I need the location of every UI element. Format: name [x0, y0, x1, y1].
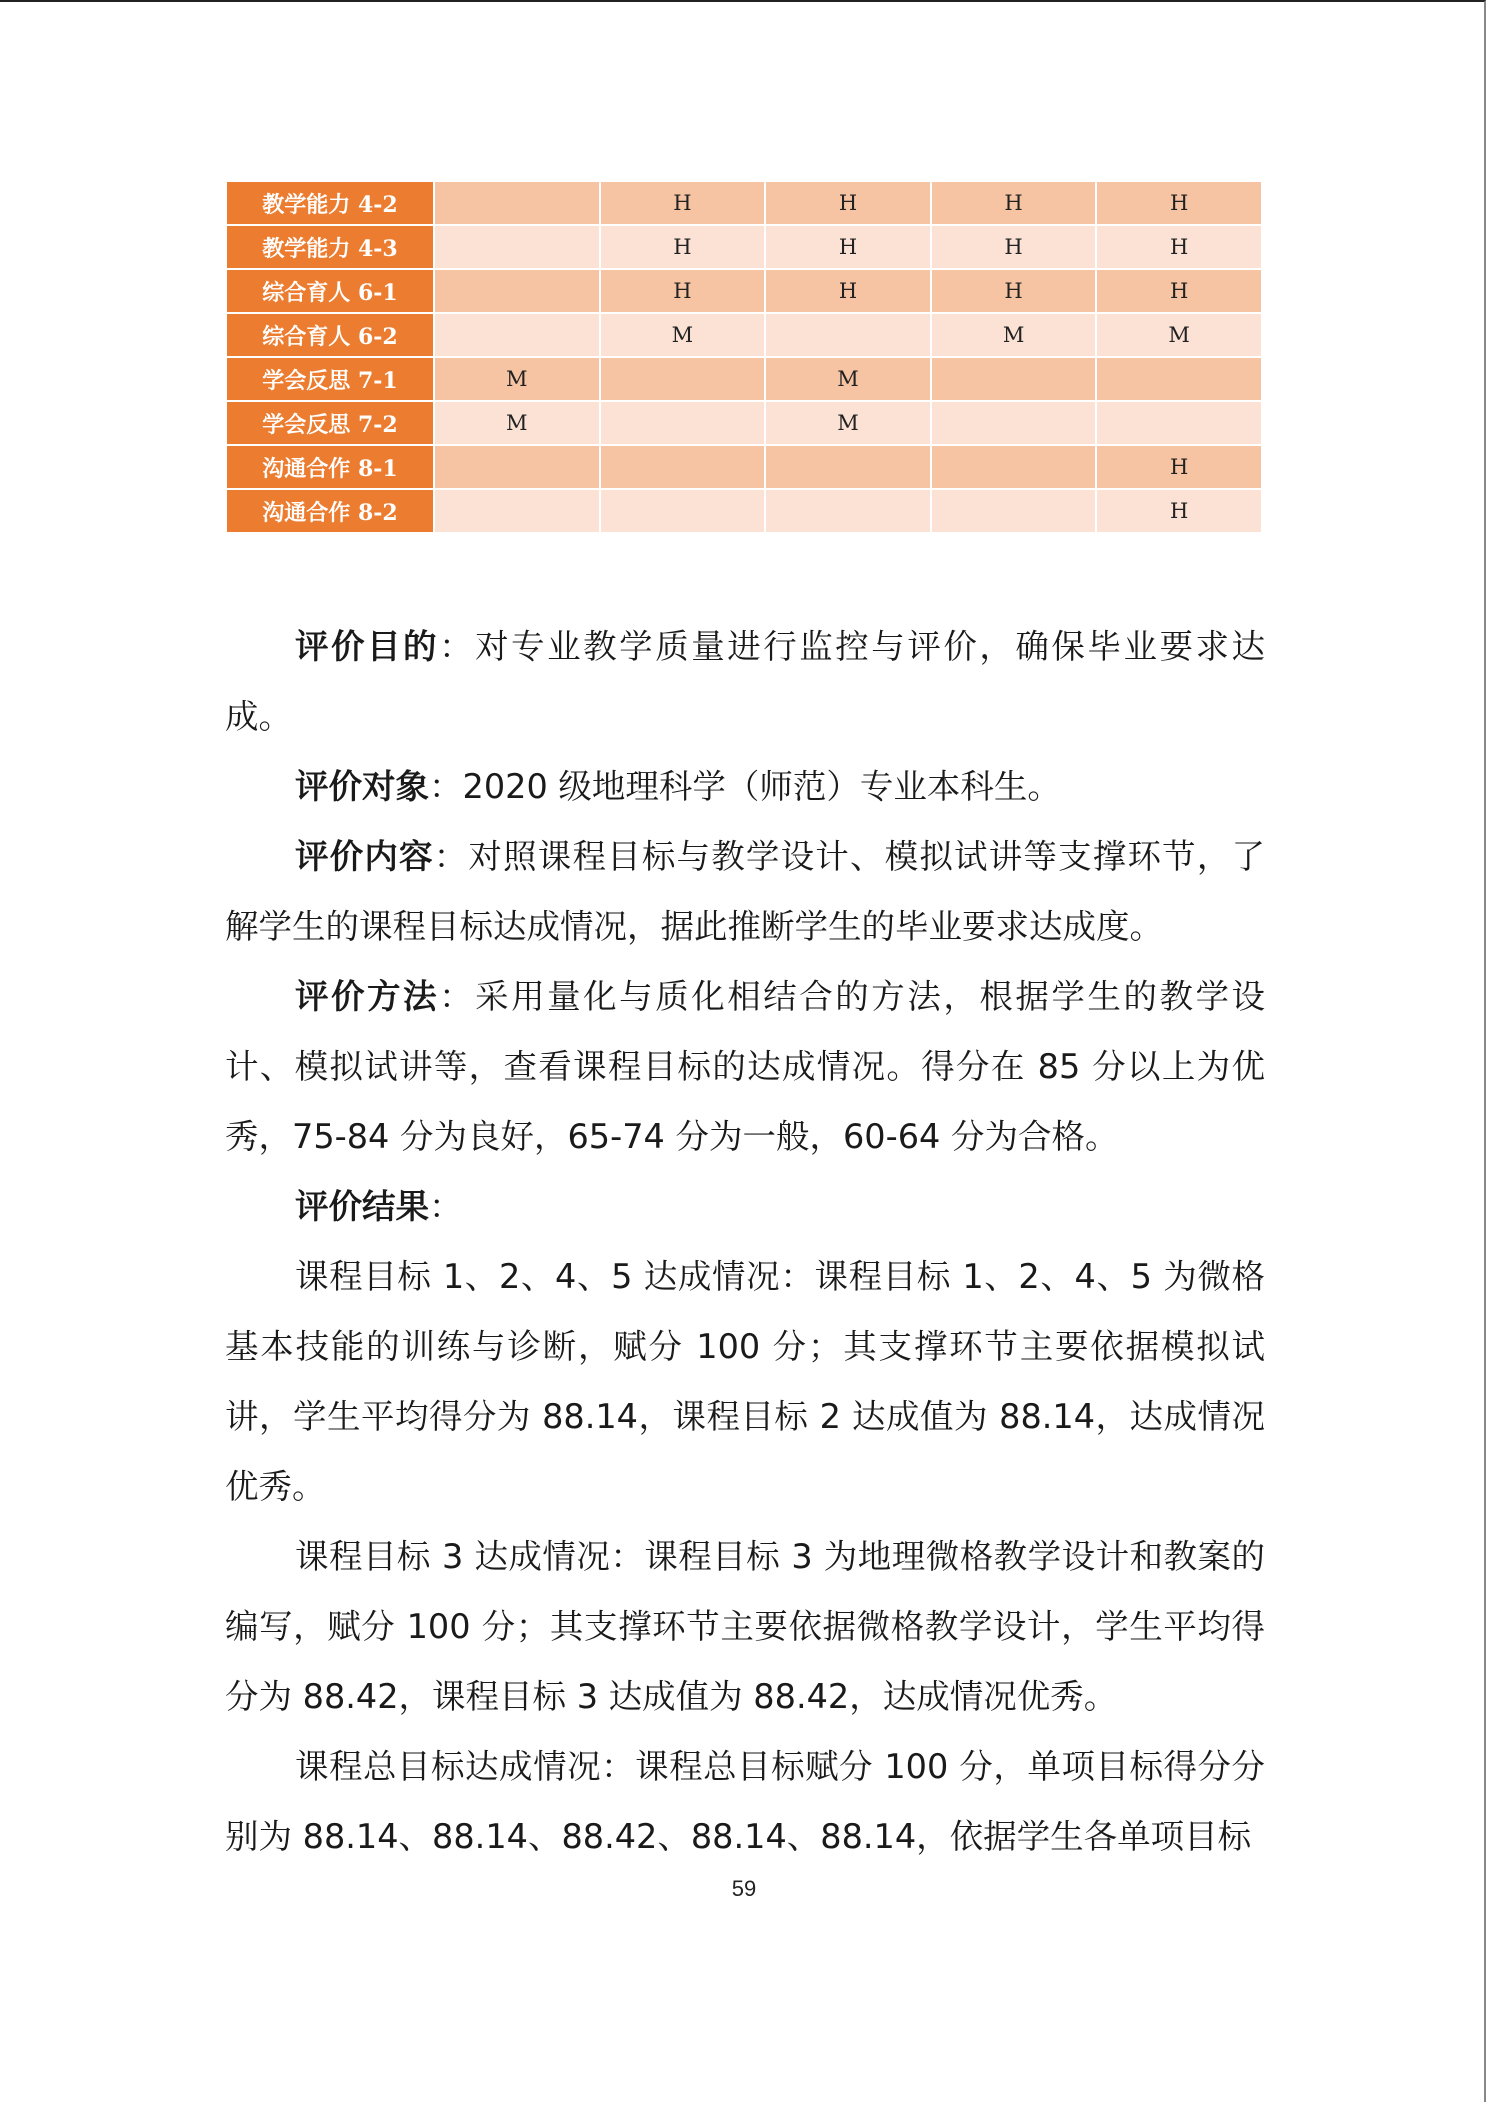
table-cell — [1096, 401, 1262, 445]
table-cell — [434, 225, 600, 269]
table-cell — [434, 269, 600, 313]
table-cell — [765, 445, 931, 489]
heading-purpose: 评价目的 — [295, 627, 440, 666]
table-cell: M — [1096, 313, 1262, 357]
table-cell: H — [600, 269, 766, 313]
table-cell: H — [1096, 181, 1262, 225]
table-cell — [434, 489, 600, 533]
table-cell: M — [765, 357, 931, 401]
row-label: 学会反思 7-1 — [226, 357, 434, 401]
table-cell — [600, 401, 766, 445]
row-label: 综合育人 6-1 — [226, 269, 434, 313]
table-cell — [765, 313, 931, 357]
page-number: 59 — [731, 1876, 757, 1901]
row-label: 学会反思 7-2 — [226, 401, 434, 445]
table-cell: H — [600, 225, 766, 269]
table-cell: H — [931, 225, 1097, 269]
paragraph-goal-3: 课程目标 3 达成情况：课程目标 3 为地理微格教学设计和教案的编写，赋分 100 分；其支撑环节主要依据微格教学设计，学生平均得分为 88.42，课程目标 3 达成值为 88.42，达成情况优秀。 — [225, 1537, 1265, 1716]
text-method: ：采用量化与质化相结合的方法，根据学生的教学设计、模拟试讲等，查看课程目标的达成情况。得分在 85 分以上为优秀，75-84 分为良好，65-74 分为一般，60-64 分为合格。 — [225, 977, 1266, 1156]
paragraph-overall: 课程总目标达成情况：课程总目标赋分 100 分，单项目标得分分别为 88.14、88.14、88.42、88.14、88.14，依据学生各单项目标 — [225, 1747, 1265, 1856]
text-object: ：2020 级地理科学（师范）专业本科生。 — [429, 767, 1061, 806]
table-cell — [434, 181, 600, 225]
support-matrix-body — [226, 181, 1262, 533]
table-cell: M — [600, 313, 766, 357]
table-row — [226, 445, 1262, 489]
paragraph-purpose — [225, 612, 1265, 752]
paragraph-content — [225, 822, 1265, 962]
row-label: 综合育人 6-2 — [226, 313, 434, 357]
table-row — [226, 225, 1262, 269]
table-row — [226, 357, 1262, 401]
heading-object: 评价对象 — [295, 767, 429, 806]
text-content: ：对照课程目标与教学设计、模拟试讲等支撑环节，了解学生的课程目标达成情况，据此推断学生的毕业要求达成度。 — [225, 837, 1266, 946]
table-cell — [434, 313, 600, 357]
table-cell: H — [600, 181, 766, 225]
table-cell — [931, 401, 1097, 445]
table-cell: M — [434, 357, 600, 401]
table-cell — [600, 357, 766, 401]
table-row — [226, 489, 1262, 533]
table-cell: H — [931, 181, 1097, 225]
support-matrix-table — [225, 180, 1263, 534]
row-label: 教学能力 4-3 — [226, 225, 434, 269]
table-cell: H — [931, 269, 1097, 313]
paragraph-method — [225, 962, 1265, 1172]
table-cell — [931, 357, 1097, 401]
table-cell — [600, 489, 766, 533]
row-label: 沟通合作 8-1 — [226, 445, 434, 489]
row-label: 教学能力 4-2 — [226, 181, 434, 225]
paragraph-result — [225, 1172, 1265, 1242]
text-purpose: ：对专业教学质量进行监控与评价，确保毕业要求达成。 — [225, 627, 1266, 736]
table-cell: H — [765, 181, 931, 225]
paragraph-object — [225, 752, 1265, 822]
table-cell — [931, 445, 1097, 489]
table-cell — [931, 489, 1097, 533]
text-result: ： — [429, 1187, 463, 1226]
table-cell: H — [1096, 225, 1262, 269]
heading-method: 评价方法 — [295, 977, 440, 1016]
table-cell: H — [1096, 489, 1262, 533]
table-row — [226, 313, 1262, 357]
table-cell — [600, 445, 766, 489]
table-cell — [765, 489, 931, 533]
table-cell: M — [765, 401, 931, 445]
table-cell: M — [434, 401, 600, 445]
table-cell: H — [1096, 269, 1262, 313]
table-cell: H — [1096, 445, 1262, 489]
evaluation-body — [225, 612, 1265, 1872]
table-cell: H — [765, 269, 931, 313]
table-cell — [1096, 357, 1262, 401]
table-row — [226, 269, 1262, 313]
table-cell: H — [765, 225, 931, 269]
table-row — [226, 401, 1262, 445]
heading-content: 评价内容 — [295, 837, 434, 876]
paragraph-goals-1245: 课程目标 1、2、4、5 达成情况：课程目标 1、2、4、5 为微格基本技能的训练与诊断，赋分 100 分；其支撑环节主要依据模拟试讲，学生平均得分为 88.14，课程目标 2 达成值为 88.14，达成情况优秀。 — [225, 1257, 1265, 1506]
table-cell — [434, 445, 600, 489]
row-label: 沟通合作 8-2 — [226, 489, 434, 533]
table-cell: M — [931, 313, 1097, 357]
heading-result: 评价结果 — [295, 1187, 429, 1226]
table-row — [226, 181, 1262, 225]
